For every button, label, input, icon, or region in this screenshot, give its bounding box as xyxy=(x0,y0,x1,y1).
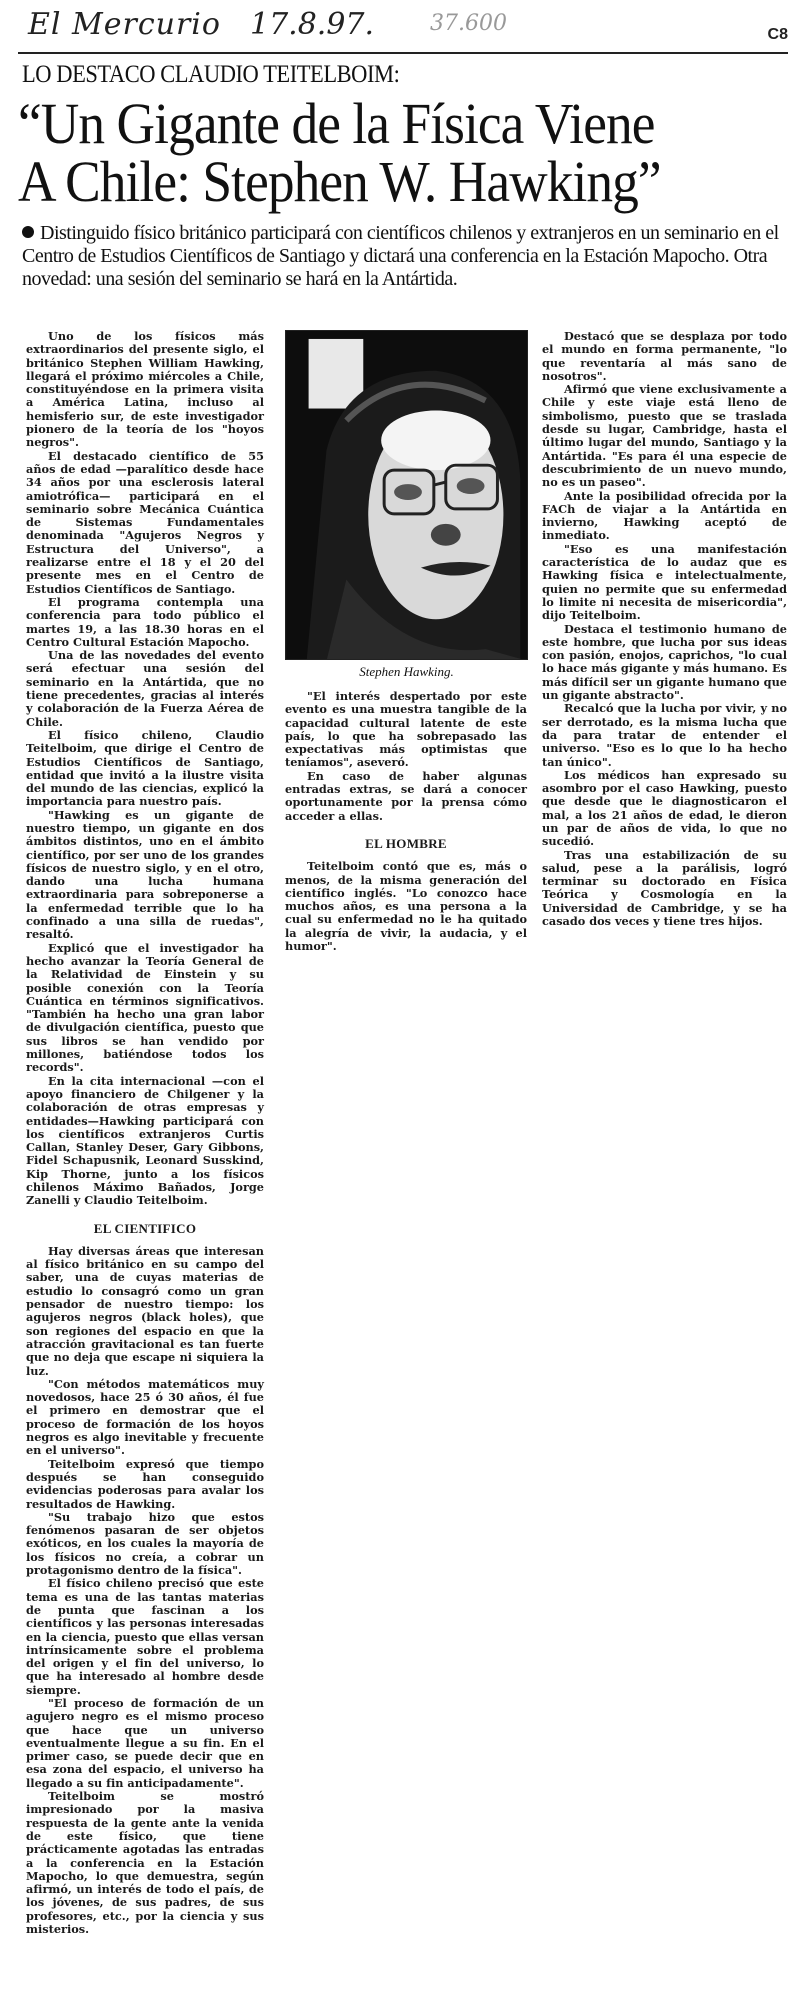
column-3 xyxy=(542,330,787,928)
bullet-icon xyxy=(22,226,34,238)
body-paragraph: El programa contempla una conferencia para todo público el martes 19, a las 18.30 horas en el Centro Cultural Estación Mapocho. xyxy=(26,594,264,649)
hawking-photo xyxy=(285,330,528,660)
body-paragraph: Ante la posibilidad ofrecida por la FACh de viajar a la Antártida en invierno, Hawking aceptó de inmediato. xyxy=(542,488,787,543)
body-paragraph: Teitelboim se mostró impresionado por la masiva respuesta de la gente ante la venida de este físico, que tiene prácticamente agotadas las entradas a la conferencia en la Estación Mapocho, lo que demuestra, según afirmó, un interés de todo el país, de los jóvenes, de sus padres, de sus profesores, etc., por la ciencia y sus misterios. xyxy=(26,1789,264,1937)
headline-line-2: A Chile: Stephen W. Hawking” xyxy=(18,149,661,214)
column-1 xyxy=(26,330,264,1936)
body-paragraph: Hay diversas áreas que interesan al físico británico en su campo del saber, una de cuyas materias de estudio lo consagró como un gran pensador de nuestro tiempo: los agujeros negros (black holes), que son regiones del espacio en que la atracción gravitacional es tan fuerte que no deja que escape ni siquiera la luz. xyxy=(26,1243,264,1378)
section-subheading: EL HOMBRE xyxy=(365,835,447,851)
photo-caption: Stephen Hawking. xyxy=(359,664,454,679)
handwritten-newspaper-name: El Mercurio xyxy=(28,7,221,42)
body-paragraph: Teitelboim expresó que tiempo después se han conseguido evidencias poderosas para avalar los resultados de Hawking. xyxy=(26,1456,264,1511)
body-paragraph: Tras una estabilización de su salud, pese a la parálisis, logró terminar su doctorado en Física Teórica y Cosmología en la Universidad de Cambridge, y se ha casado dos veces y tiene tres hijos. xyxy=(542,847,787,929)
body-paragraph: Los médicos han expresado su asombro por el caso Hawking, puesto que desde que le diagnosticaron el mal, a los 21 años de edad, le dieron un par de años de vida, lo que no sucedió. xyxy=(542,767,787,849)
section-subheading: EL CIENTIFICO xyxy=(93,1220,197,1236)
page-number: C8 xyxy=(767,26,788,43)
body-paragraph: Uno de los físicos más extraordinarios del presente siglo, el británico Stephen William Hawking, llegará el próximo miércoles a Chile, constituyéndose en la primera visita a América Latina, incluso al hemisferio sur, de este investigador pionero de la teoría de los "hoyos negros". xyxy=(26,329,264,450)
body-paragraph: Teitelboim contó que es, más o menos, de la misma generación del científico inglés. "Lo conozco hace muchos años, es una persona a la cual su enfermedad no le ha quitado la alegría de vivir, la audacia, y el humor". xyxy=(285,859,527,954)
body-paragraph: "Su trabajo hizo que estos fenómenos pasaran de ser objetos exóticos, en los cuales la mayoría de los físicos no creía, a cobrar un protagonismo dentro de la física". xyxy=(26,1509,264,1578)
lead-text: Distinguido físico británico participará con científicos chilenos y extranjeros en un seminario en el Centro de Estudios Científicos de Santiago y dictará una conferencia en la Estación Mapocho. Otra novedad: una sesión del seminario se hará en la Antártida. xyxy=(22,222,779,290)
portrait-image xyxy=(286,331,528,660)
body-paragraph: El físico chileno precisó que este tema es una de las tantas materias de punta que fascinan a los científicos y las personas interesadas en la ciencia, puesto que ellas versan intrínsicamente sobre el problema del origen y el fin del universo, lo que ha interesado al hombre desde siempre. xyxy=(26,1576,264,1697)
column-2 xyxy=(285,690,527,953)
body-paragraph: "Hawking es un gigante de nuestro tiempo, un gigante en dos ámbitos distintos, uno en el ámbito científico, por ser uno de los grandes físicos de nuestro siglo, y en el otro, dando una lucha humana extraordinaria para sobreponerse a la enfermedad terrible que lo ha confinado a una silla de ruedas", resaltó. xyxy=(26,807,264,942)
body-paragraph: Destaca el testimonio humano de este hombre, que lucha por sus ideas con pasión, enojos, caprichos, "lo cual lo hace más gigante y más humano. Es más difícil ser un gigante humano que un gigante abstracto". xyxy=(542,621,787,703)
body-paragraph: El físico chileno, Claudio Teitelboim, que dirige el Centro de Estudios Científicos de Santiago, entidad que invitó a la ilustre visita del mundo de las ciencias, explicó la importancia para nuestro país. xyxy=(26,727,264,809)
body-paragraph: "El proceso de formación de un agujero negro es el mismo proceso que hace que un universo eventualmente llegue a su fin. En el primer caso, se puede decir que en esa zona del espacio, el universo ha llegado a su fin anticipadamente". xyxy=(26,1695,264,1790)
body-paragraph: Recalcó que la lucha por vivir, y no ser derrotado, es la misma lucha que da para tratar de entender el universo. "Eso es lo que lo ha hecho tan único". xyxy=(542,701,787,769)
body-paragraph: "El interés despertado por este evento es una muestra tangible de la capacidad cultural latente de este país, lo que ha sobrepasado las expectativas más optimistas que teníamos", aseveró. xyxy=(285,689,527,770)
kicker: LO DESTACO CLAUDIO TEITELBOIM: xyxy=(22,61,400,88)
body-paragraph: "Eso es una manifestación característica de lo audaz que es Hawking física e intelectualmente, quien no permite que su enfermedad lo limite ni necesita de misericordia", dijo Teitelboim. xyxy=(542,541,787,623)
handwritten-date: 17.8.97. xyxy=(250,7,375,42)
body-paragraph: En caso de haber algunas entradas extras, se dará a conocer oportunamente por la prensa cómo acceder a ellas. xyxy=(285,768,527,823)
header-rule xyxy=(18,52,788,54)
body-paragraph: El destacado científico de 55 años de edad —paralítico desde hace 34 años por una esclerosis lateral amiotrófica— participará en el seminario sobre Mecánica Cuántica de Sistemas Fundamentales denominada "Agujeros Negros y Estructura del Universo", a realizarse entre el 18 y el 20 del presente mes en el Centro de Estudios Científicos de Santiago. xyxy=(26,448,264,596)
headline-line-1: “Un Gigante de la Física Viene xyxy=(18,91,655,156)
lead-paragraph xyxy=(22,222,782,291)
body-paragraph: Explicó que el investigador ha hecho avanzar la Teoría General de la Relatividad de Einstein y su posible conexión con la Teoría Cuántica en términos significativos. "También ha hecho una gran labor de divulgación científica, puesto que sus libros se han vendido por millones, batiéndose todos los records". xyxy=(26,940,264,1075)
body-paragraph: Una de las novedades del evento será efectuar una sesión del seminario en la Antártida, que no tiene precedentes, gracias al interés y colaboración de la Fuerza Aérea de Chile. xyxy=(26,648,264,729)
body-paragraph: Destacó que se desplaza por todo el mundo en forma permanente, "lo que reventaría al más sano de nosotros". xyxy=(542,329,787,383)
body-paragraph: "Con métodos matemáticos muy novedosos, hace 25 ó 30 años, él fue el primero en demostrar que el proceso de formación de los hoyos negros es algo inevitable y frecuente en el universo". xyxy=(26,1376,264,1458)
body-paragraph: En la cita internacional —con el apoyo financiero de Chilgener y la colaboración de otras empresas y entidades—Hawking participará con los científicos extranjeros Curtis Callan, Stanley Deser, Gary Gibbons, Fidel Schapusnik, Leonard Susskind, Kip Thorne, junto a los físicos chilenos Máximo Bañados, Jorge Zanelli y Claudio Teitelboim. xyxy=(26,1073,264,1208)
body-paragraph: Afirmó que viene exclusivamente a Chile y este viaje está lleno de simbolismo, puesto que se traslada desde su lugar, Cambridge, hasta el último lugar del mundo, Santiago y la Antártida. "Es para él una especie de descubrimiento de un nuevo mundo, no es un paseo". xyxy=(542,382,787,490)
handwritten-number: 37.600 xyxy=(430,11,507,36)
